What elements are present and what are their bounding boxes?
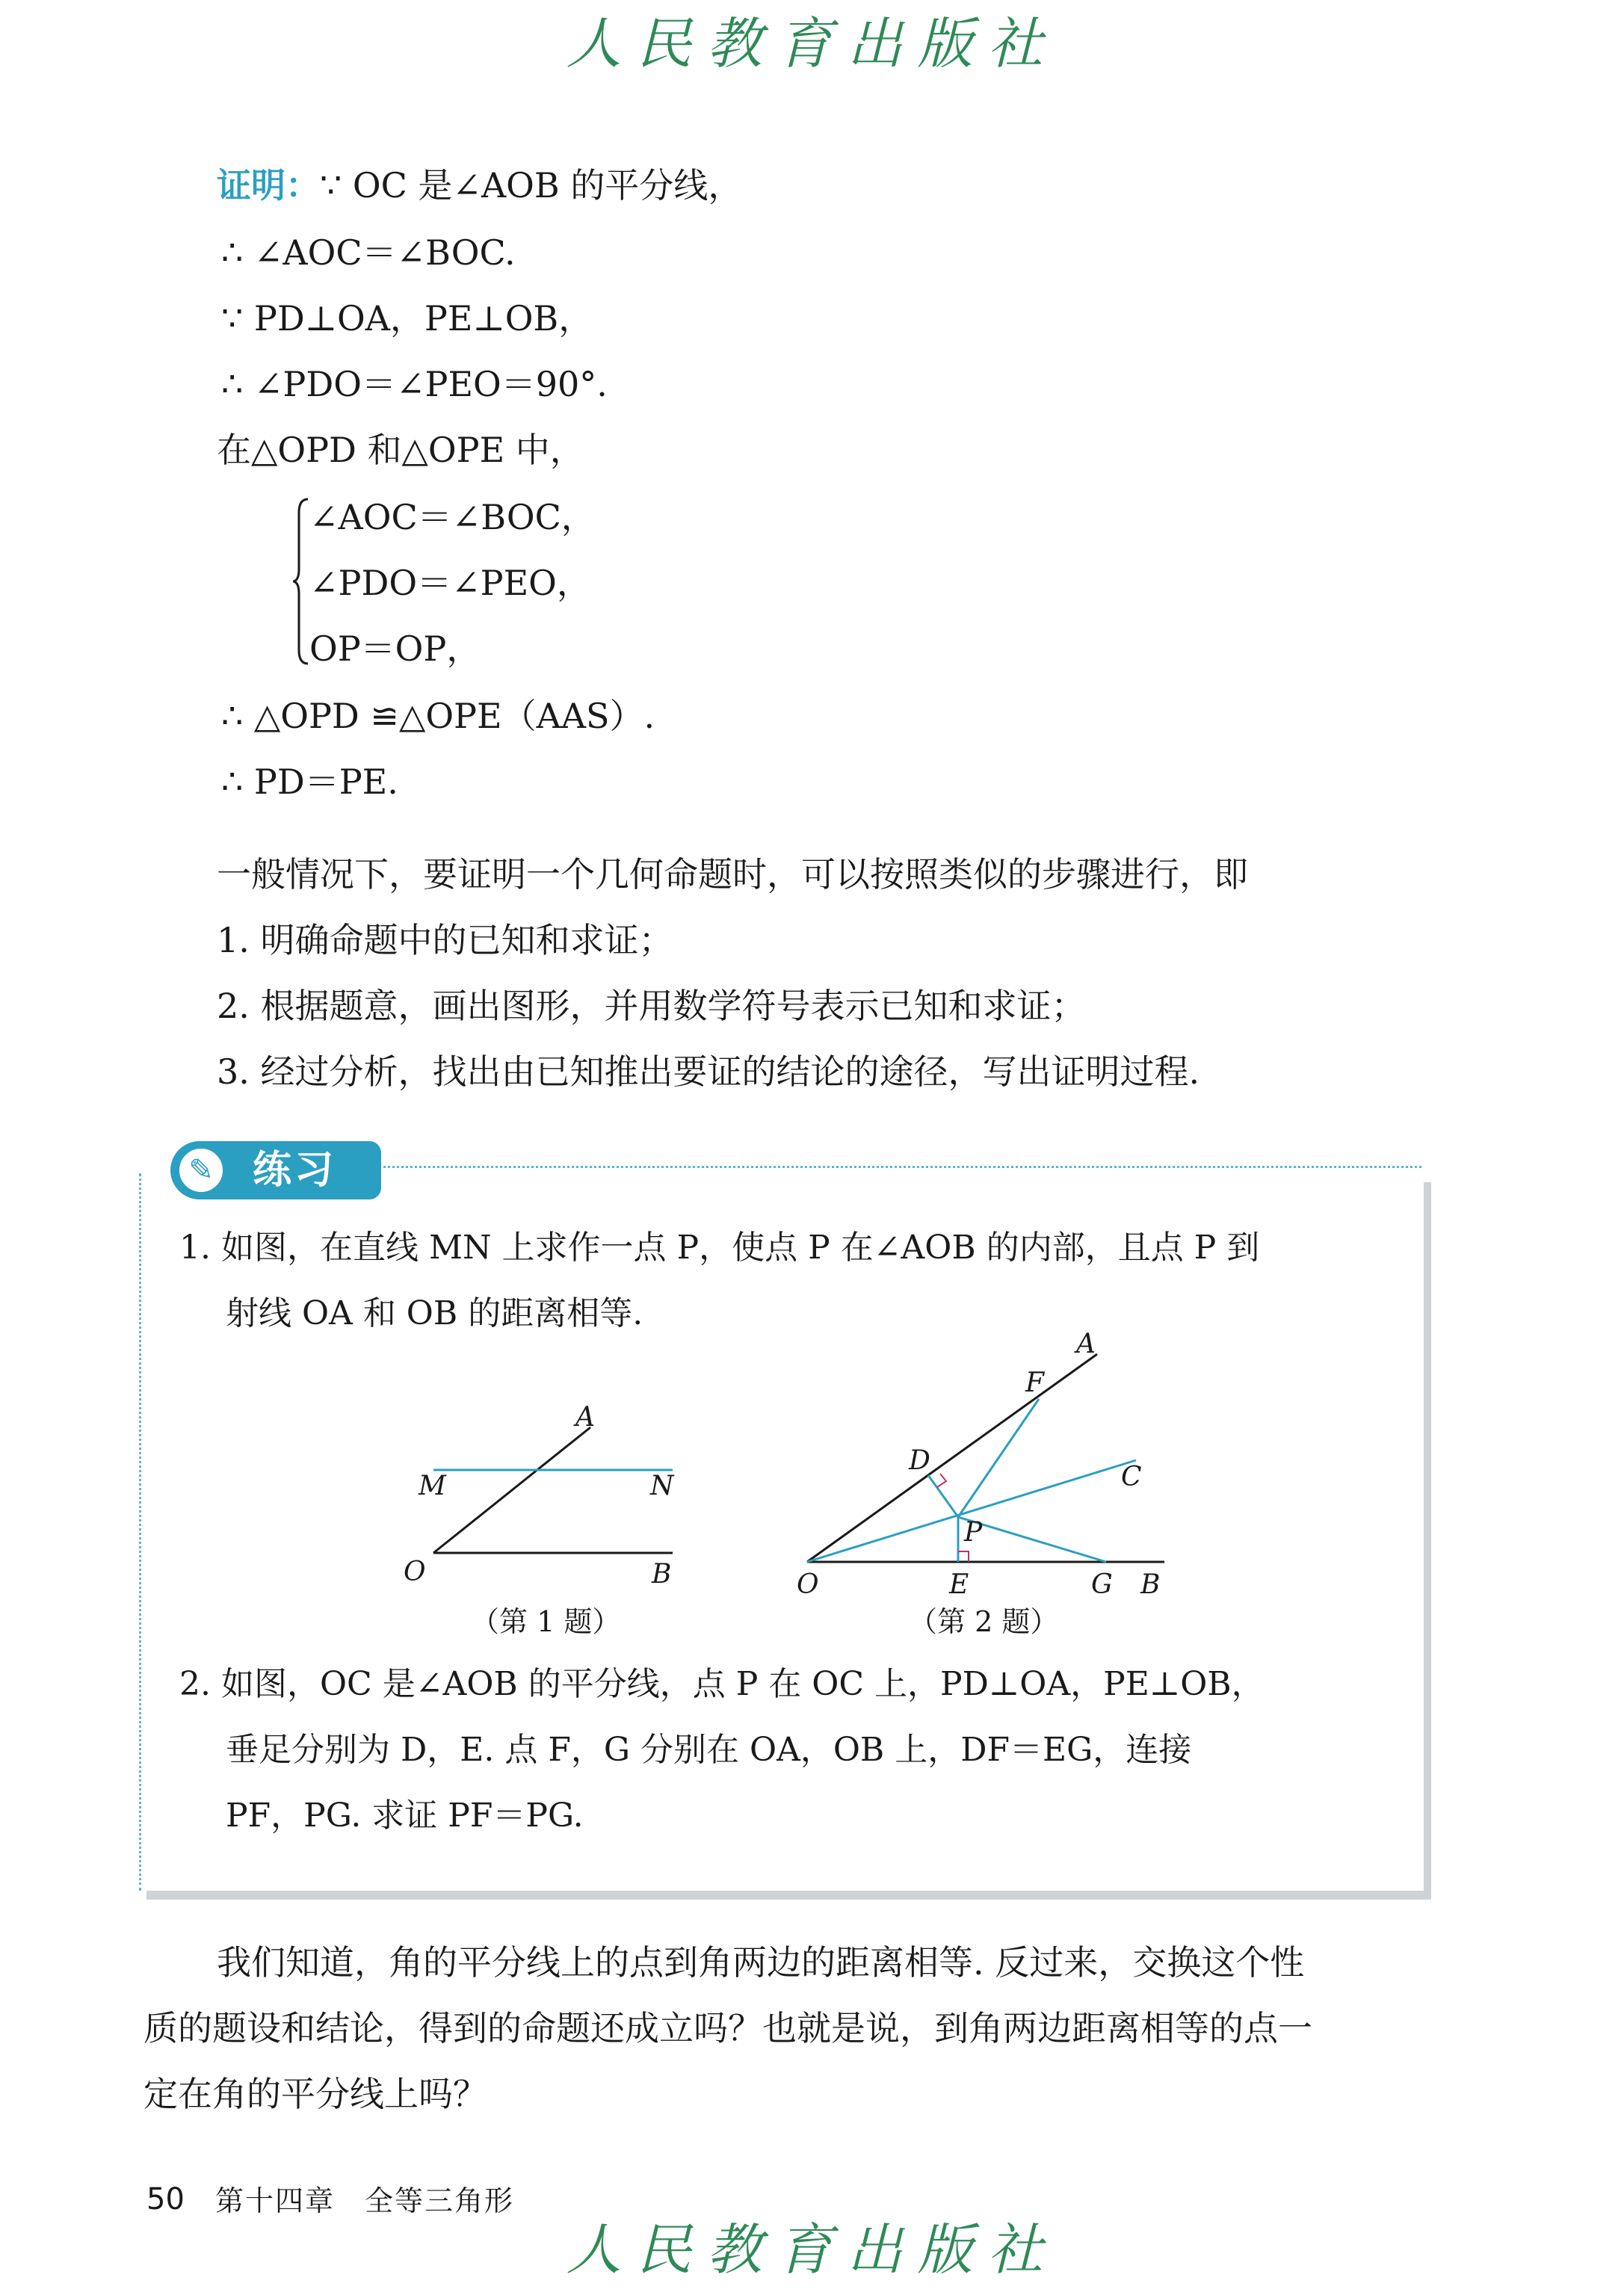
figure-2-caption: （第 2 题）: [909, 1605, 1059, 1638]
publisher-logo-top: 人民教育出版社: [566, 12, 1058, 76]
closing-line-1: 我们知道，角的平分线上的点到角两边的距离相等. 反过来，交换这个性: [217, 1942, 1305, 1983]
right-angle-mark-d: [937, 1474, 946, 1487]
label-f: F: [1025, 1368, 1044, 1398]
label-a: A: [575, 1402, 595, 1433]
exercise-q2-line-1: 2. 如图，OC 是∠AOB 的平分线，点 P 在 OC 上，PD⊥OA，PE⊥OB，: [179, 1665, 1265, 1703]
exercise-box: [139, 1173, 1424, 1891]
page-number: 50: [146, 2182, 185, 2217]
label-e: E: [949, 1569, 969, 1599]
label-n: N: [650, 1471, 674, 1501]
proof-system-line-3: OP＝OP，: [309, 628, 481, 669]
segment-pf: [958, 1399, 1039, 1517]
proof-text-1: ∵ OC 是∠AOB 的平分线，: [320, 165, 743, 206]
label-o: O: [797, 1569, 819, 1599]
proof-line-3: ∵ PD⊥OA，PE⊥OB，: [221, 298, 593, 339]
proof-line-6: ∴ △OPD ≌△OPE（AAS）.: [221, 696, 655, 736]
label-d: D: [909, 1445, 930, 1476]
proof-line-5: 在△OPD 和△OPE 中，: [217, 430, 584, 470]
exercise-q1-line-2: 射线 OA 和 OB 的距离相等.: [226, 1294, 643, 1332]
figure-1-caption: （第 1 题）: [471, 1605, 621, 1638]
exercise-q1-line-1: 1. 如图，在直线 MN 上求作一点 P，使点 P 在∠AOB 的内部，且点 P 到: [179, 1229, 1260, 1267]
general-step-1: 1. 明确命题中的已知和求证；: [217, 920, 673, 960]
ray-oa: [433, 1427, 590, 1553]
label-p: P: [964, 1517, 983, 1548]
closing-line-3: 定在角的平分线上吗？: [143, 2074, 487, 2114]
figure-1: [389, 1383, 717, 1599]
right-angle-mark-e: [958, 1551, 969, 1562]
label-m: M: [419, 1471, 446, 1501]
proof-line-7: ∴ PD＝PE.: [221, 762, 398, 802]
publisher-logo-bottom: 人民教育出版社: [566, 2218, 1058, 2282]
figure-2: [785, 1315, 1203, 1599]
label-o: O: [404, 1557, 426, 1587]
general-intro: 一般情况下，要证明一个几何命题时，可以按照类似的步骤进行，即: [217, 854, 1248, 895]
exercise-title: 练习: [253, 1148, 337, 1193]
exercise-q2-line-3: PF，PG. 求证 PF＝PG.: [226, 1797, 584, 1835]
proof-system-line-1: ∠AOC＝∠BOC，: [309, 497, 596, 537]
label-c: C: [1121, 1462, 1142, 1492]
label-b: B: [652, 1559, 672, 1590]
proof-label: 证明：: [217, 165, 320, 206]
label-b: B: [1140, 1569, 1161, 1599]
exercise-q2-line-2: 垂足分别为 D，E. 点 F，G 分别在 OA，OB 上，DF＝EG，连接: [226, 1731, 1192, 1769]
exercise-top-rule: [374, 1166, 1421, 1168]
label-a: A: [1076, 1329, 1096, 1359]
segment-pd: [928, 1475, 958, 1517]
proof-line-2: ∴ ∠AOC＝∠BOC.: [221, 232, 516, 273]
proof-system-line-2: ∠PDO＝∠PEO，: [309, 563, 591, 603]
label-g: G: [1091, 1569, 1113, 1599]
general-step-3: 3. 经过分析，找出由已知推出要证的结论的途径，写出证明过程.: [217, 1051, 1200, 1092]
closing-line-2: 质的题设和结论，得到的命题还成立吗？也就是说，到角两边距离相等的点一: [143, 2008, 1312, 2048]
general-step-2: 2. 根据题意，画出图形，并用数学符号表示已知和求证；: [217, 986, 1086, 1026]
curly-brace-icon: [293, 498, 309, 665]
pencil-icon: ✎: [176, 1146, 226, 1195]
chapter-title: 第十四章 全等三角形: [215, 2184, 515, 2217]
ray-oa: [807, 1354, 1097, 1562]
proof-line-4: ∴ ∠PDO＝∠PEO＝90°.: [221, 364, 608, 404]
proof-line-1: [217, 163, 742, 208]
